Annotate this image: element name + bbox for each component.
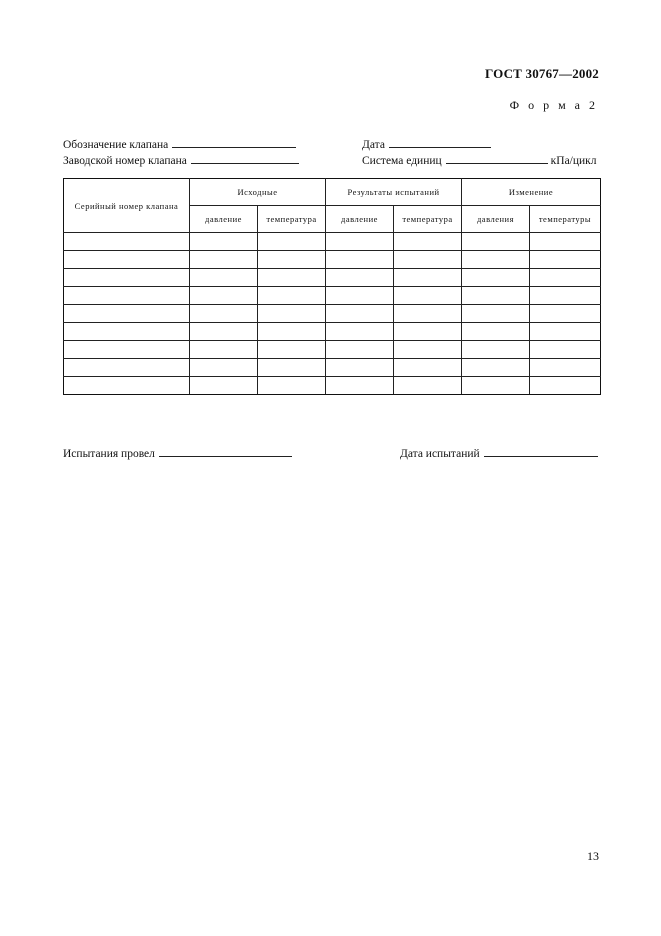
table-cell[interactable] xyxy=(258,341,326,359)
table-cell[interactable] xyxy=(462,359,530,377)
table-cell[interactable] xyxy=(326,359,394,377)
table-cell[interactable] xyxy=(326,287,394,305)
table-cell[interactable] xyxy=(258,269,326,287)
table-cell[interactable] xyxy=(462,269,530,287)
table-row xyxy=(64,323,601,341)
test-date-line[interactable] xyxy=(484,446,598,457)
test-date-field xyxy=(400,446,598,460)
table-cell[interactable] xyxy=(326,269,394,287)
table-cell[interactable] xyxy=(462,341,530,359)
table-cell[interactable] xyxy=(326,377,394,395)
table-cell[interactable] xyxy=(530,305,601,323)
table-cell[interactable] xyxy=(64,305,190,323)
table-cell[interactable] xyxy=(462,377,530,395)
table-cell[interactable] xyxy=(530,269,601,287)
table-cell[interactable] xyxy=(190,341,258,359)
table-cell[interactable] xyxy=(190,269,258,287)
valve-designation-line[interactable] xyxy=(172,137,296,148)
serial-number-label: Заводской номер клапана xyxy=(63,155,187,167)
table-cell[interactable] xyxy=(64,323,190,341)
standard-header: ГОСТ 30767—2002 xyxy=(484,66,599,81)
table-cell[interactable] xyxy=(64,287,190,305)
serial-number-field xyxy=(63,153,299,167)
table-cell[interactable] xyxy=(394,287,462,305)
date-field xyxy=(362,137,491,151)
units-line[interactable] xyxy=(446,153,548,164)
initial-group-header: Исходные xyxy=(190,179,326,206)
table-body xyxy=(64,233,601,395)
results-group-header: Результаты испытаний xyxy=(326,179,462,206)
results-pressure-header: давление xyxy=(326,206,394,233)
change-group-header: Изменение xyxy=(462,179,601,206)
date-line[interactable] xyxy=(389,137,491,148)
table-cell[interactable] xyxy=(258,233,326,251)
tested-by-line[interactable] xyxy=(159,446,292,457)
table-cell[interactable] xyxy=(326,305,394,323)
table-cell[interactable] xyxy=(530,341,601,359)
table-cell[interactable] xyxy=(462,323,530,341)
table-cell[interactable] xyxy=(190,323,258,341)
table-cell[interactable] xyxy=(394,305,462,323)
table-cell[interactable] xyxy=(326,251,394,269)
change-pressure-header: давления xyxy=(462,206,530,233)
units-field xyxy=(362,153,597,167)
initial-pressure-header: давление xyxy=(190,206,258,233)
table-cell[interactable] xyxy=(394,341,462,359)
table-cell[interactable] xyxy=(530,251,601,269)
units-label: Система единиц xyxy=(362,155,442,167)
valve-designation-label: Обозначение клапана xyxy=(63,139,169,151)
table-cell[interactable] xyxy=(462,305,530,323)
table-row xyxy=(64,305,601,323)
table-cell[interactable] xyxy=(530,323,601,341)
table-cell[interactable] xyxy=(530,233,601,251)
table-row xyxy=(64,359,601,377)
test-results-table xyxy=(63,178,601,395)
table-cell[interactable] xyxy=(530,287,601,305)
table-row xyxy=(64,269,601,287)
change-temperature-header: температуры xyxy=(530,206,601,233)
results-temperature-header: температура xyxy=(394,206,462,233)
table-cell[interactable] xyxy=(326,233,394,251)
table-cell[interactable] xyxy=(394,359,462,377)
table-cell[interactable] xyxy=(64,377,190,395)
tested-by-field xyxy=(63,446,292,460)
table-cell[interactable] xyxy=(326,341,394,359)
table-row xyxy=(64,233,601,251)
table-cell[interactable] xyxy=(462,287,530,305)
table-row xyxy=(64,287,601,305)
page-number: 13 xyxy=(587,849,599,863)
table-cell[interactable] xyxy=(190,359,258,377)
table-row xyxy=(64,377,601,395)
serial-number-line[interactable] xyxy=(191,153,299,164)
table-cell[interactable] xyxy=(258,323,326,341)
table-cell[interactable] xyxy=(394,233,462,251)
table-cell[interactable] xyxy=(530,359,601,377)
table-cell[interactable] xyxy=(326,323,394,341)
table-cell[interactable] xyxy=(64,233,190,251)
test-date-label: Дата испытаний xyxy=(400,448,480,460)
table-row xyxy=(64,251,601,269)
table-cell[interactable] xyxy=(394,323,462,341)
table-cell[interactable] xyxy=(258,287,326,305)
table-cell[interactable] xyxy=(394,269,462,287)
table-cell[interactable] xyxy=(190,287,258,305)
table-cell[interactable] xyxy=(258,251,326,269)
table-cell[interactable] xyxy=(258,359,326,377)
tested-by-label: Испытания провел xyxy=(63,448,155,460)
table-cell[interactable] xyxy=(64,359,190,377)
table-cell[interactable] xyxy=(462,233,530,251)
initial-temperature-header: температура xyxy=(258,206,326,233)
table-cell[interactable] xyxy=(64,251,190,269)
table-cell[interactable] xyxy=(190,233,258,251)
table-cell[interactable] xyxy=(190,305,258,323)
table-cell[interactable] xyxy=(530,377,601,395)
table-cell[interactable] xyxy=(258,305,326,323)
table-cell[interactable] xyxy=(394,377,462,395)
units-suffix: кПа/цикл xyxy=(550,155,597,167)
table-cell[interactable] xyxy=(258,377,326,395)
table-cell[interactable] xyxy=(64,341,190,359)
table-cell[interactable] xyxy=(190,251,258,269)
form-label: Ф о р м а 2 xyxy=(509,98,598,112)
table-cell[interactable] xyxy=(190,377,258,395)
table-cell[interactable] xyxy=(394,251,462,269)
table-row xyxy=(64,341,601,359)
valve-designation-field xyxy=(63,137,296,151)
date-label: Дата xyxy=(362,139,385,151)
serial-number-header: Серийный номер клапана xyxy=(64,179,190,233)
table-cell[interactable] xyxy=(462,251,530,269)
table-cell[interactable] xyxy=(64,269,190,287)
